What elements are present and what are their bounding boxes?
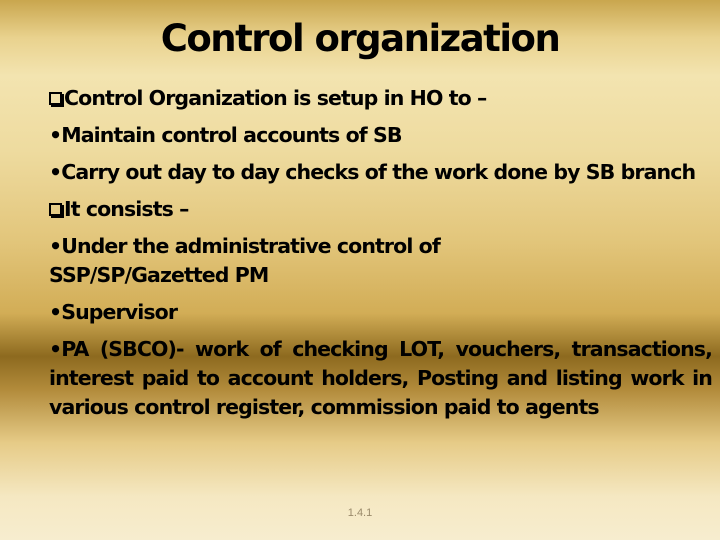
bullet-icon: • <box>49 337 62 361</box>
list-item-maintain <box>49 121 712 150</box>
list-item-checks <box>49 158 712 187</box>
list-item-setup <box>49 84 712 113</box>
bullet-icon: • <box>49 300 62 324</box>
bullet-icon: • <box>49 123 62 147</box>
list-item-administrative <box>49 232 519 290</box>
bullet-icon: • <box>49 160 62 184</box>
slide-number: 1.4.1 <box>347 507 373 519</box>
list-item-text: It consists – <box>64 197 189 221</box>
list-item-text: Maintain control accounts of SB <box>61 123 402 147</box>
list-item-text: Supervisor <box>61 300 178 324</box>
checkbox-bullet-icon <box>49 203 62 216</box>
slide-content <box>49 84 712 430</box>
list-item-text: Control Organization is setup in HO to – <box>64 86 487 110</box>
checkbox-bullet-icon <box>49 92 62 105</box>
list-item-consists <box>49 195 712 224</box>
bullet-icon: • <box>49 234 62 258</box>
slide-title: Control organization <box>160 17 560 60</box>
list-item-text: PA (SBCO)- work of checking LOT, vouchers, transactions, interest paid to account holders, Posting and listing work in various control register, commission paid to agents <box>49 337 712 419</box>
list-item-text: Carry out day to day checks of the work done by SB branch <box>61 160 696 184</box>
list-item-supervisor <box>49 298 712 327</box>
list-item-text: Under the administrative control of SSP/SP/Gazetted PM <box>49 234 440 287</box>
list-item-pa-sbco <box>49 335 712 422</box>
